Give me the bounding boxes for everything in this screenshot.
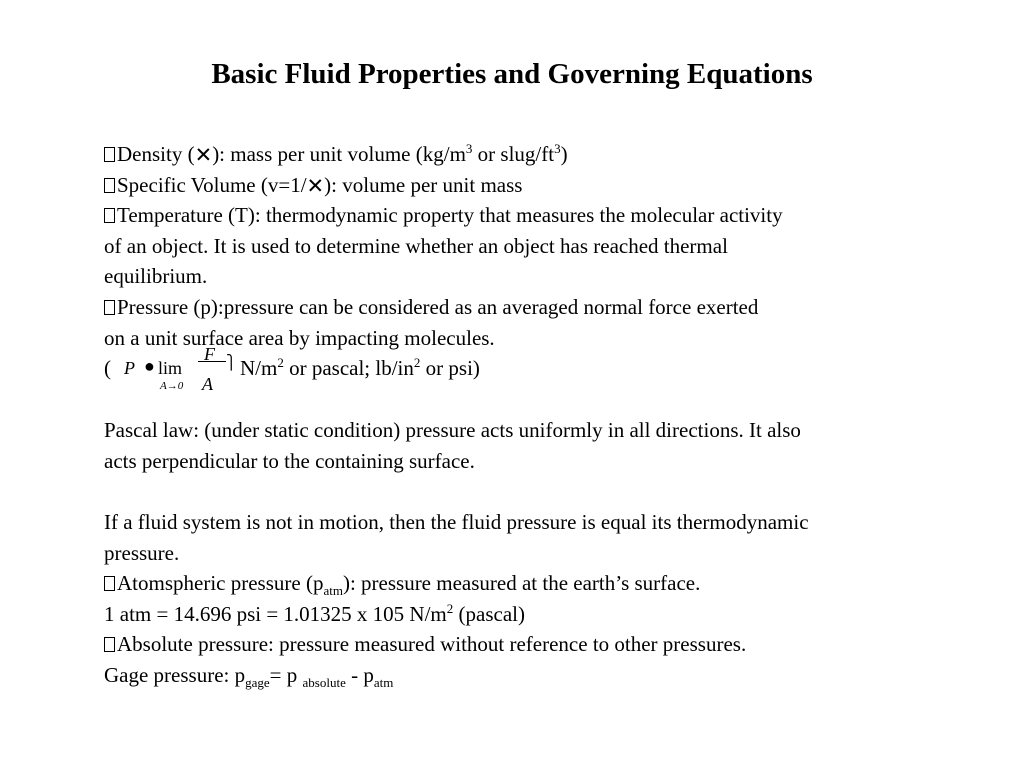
absolute-pressure-text: Absolute pressure: pressure measured without reference to other pressures.	[117, 632, 747, 657]
bullet-icon	[104, 300, 115, 315]
closing-paren: )	[560, 142, 568, 166]
subscript: absolute	[302, 674, 346, 690]
formula-denominator: A	[202, 374, 213, 395]
subscript: atm	[373, 674, 394, 690]
superscript: 2	[413, 355, 421, 371]
bullet-icon	[104, 637, 115, 652]
specific-volume-definition: ): volume per unit mass	[324, 172, 523, 197]
atm-equation-unit: (pascal)	[453, 601, 525, 626]
temperature-text: Temperature (T): thermodynamic property that measures the molecular activity	[117, 203, 783, 228]
atmospheric-definition: ): pressure measured at the earth’s surface.	[342, 571, 701, 596]
units-nm: N/m	[240, 356, 278, 381]
pressure-formula	[116, 339, 256, 399]
density-units: or slug/ft	[472, 142, 555, 166]
formula-units	[240, 353, 480, 384]
fraction-bar	[198, 361, 226, 362]
fluid-system-line-2: pressure.	[104, 540, 180, 565]
formula-lim: lim	[158, 358, 183, 379]
gage-equals: = p	[269, 662, 303, 687]
pressure-line-2: on a unit surface area by impacting molecules.	[104, 325, 495, 350]
formula-p: P	[124, 358, 135, 379]
gage-text: Gage pressure: p	[104, 662, 246, 687]
units-lbin: or pascal; lb/in	[283, 356, 414, 381]
superscript: 3	[554, 141, 561, 156]
pascal-law-line: Pascal law: (under static condition) pressure acts uniformly in all directions. It also	[104, 418, 801, 443]
bullet-icon	[104, 208, 115, 223]
density-text: Density (	[117, 142, 195, 166]
pressure-text: Pressure (p):pressure can be considered as an averaged normal force exerted	[117, 294, 759, 319]
superscript: 2	[446, 600, 454, 616]
pressure-line	[104, 292, 984, 323]
specific-volume-line	[104, 170, 984, 201]
bullet-icon	[104, 576, 115, 591]
temperature-line-3: equilibrium.	[104, 264, 208, 289]
slide-title: Basic Fluid Properties and Governing Equations	[211, 58, 813, 90]
formula-numerator: F	[204, 344, 215, 365]
temperature-line-2: of an object. It is used to determine whether an object has reached thermal	[104, 233, 728, 258]
gage-pressure-line	[104, 660, 984, 691]
spacer	[104, 476, 984, 507]
absolute-pressure-line	[104, 629, 984, 660]
rho-symbol-icon: ✕	[306, 173, 325, 198]
atm-equation-line	[104, 599, 984, 630]
atmospheric-text: Atomspheric pressure (p	[117, 571, 324, 596]
slide-body	[104, 139, 984, 691]
superscript: 2	[277, 355, 284, 371]
gage-minus: - p	[345, 662, 374, 687]
pascal-law-line-2: acts perpendicular to the containing surface.	[104, 448, 475, 473]
equals-dot-icon: ●	[144, 356, 155, 377]
specific-volume-text: Specific Volume (v=1/	[117, 172, 307, 197]
bullet-icon	[104, 147, 115, 162]
temperature-line	[104, 200, 984, 231]
formula-lim-subscript: A→0	[160, 380, 184, 393]
density-line	[104, 139, 984, 170]
subscript: atm	[323, 583, 343, 599]
formula-open-paren: (	[104, 356, 111, 381]
superscript: 3	[465, 141, 473, 156]
bullet-icon	[104, 178, 115, 193]
atm-equation: 1 atm = 14.696 psi = 1.01325 x 105 N/m	[104, 601, 447, 626]
bracket-icon: ⎫	[226, 356, 237, 372]
pressure-formula-line	[104, 344, 984, 415]
subscript: gage	[245, 674, 270, 690]
fluid-system-line: If a fluid system is not in motion, then the fluid pressure is equal its thermodynamic	[104, 509, 809, 534]
units-psi: or psi)	[420, 356, 480, 381]
atmospheric-line	[104, 568, 984, 599]
rho-symbol-icon: ✕	[194, 143, 213, 167]
density-definition: ): mass per unit volume (kg/m	[212, 142, 466, 166]
